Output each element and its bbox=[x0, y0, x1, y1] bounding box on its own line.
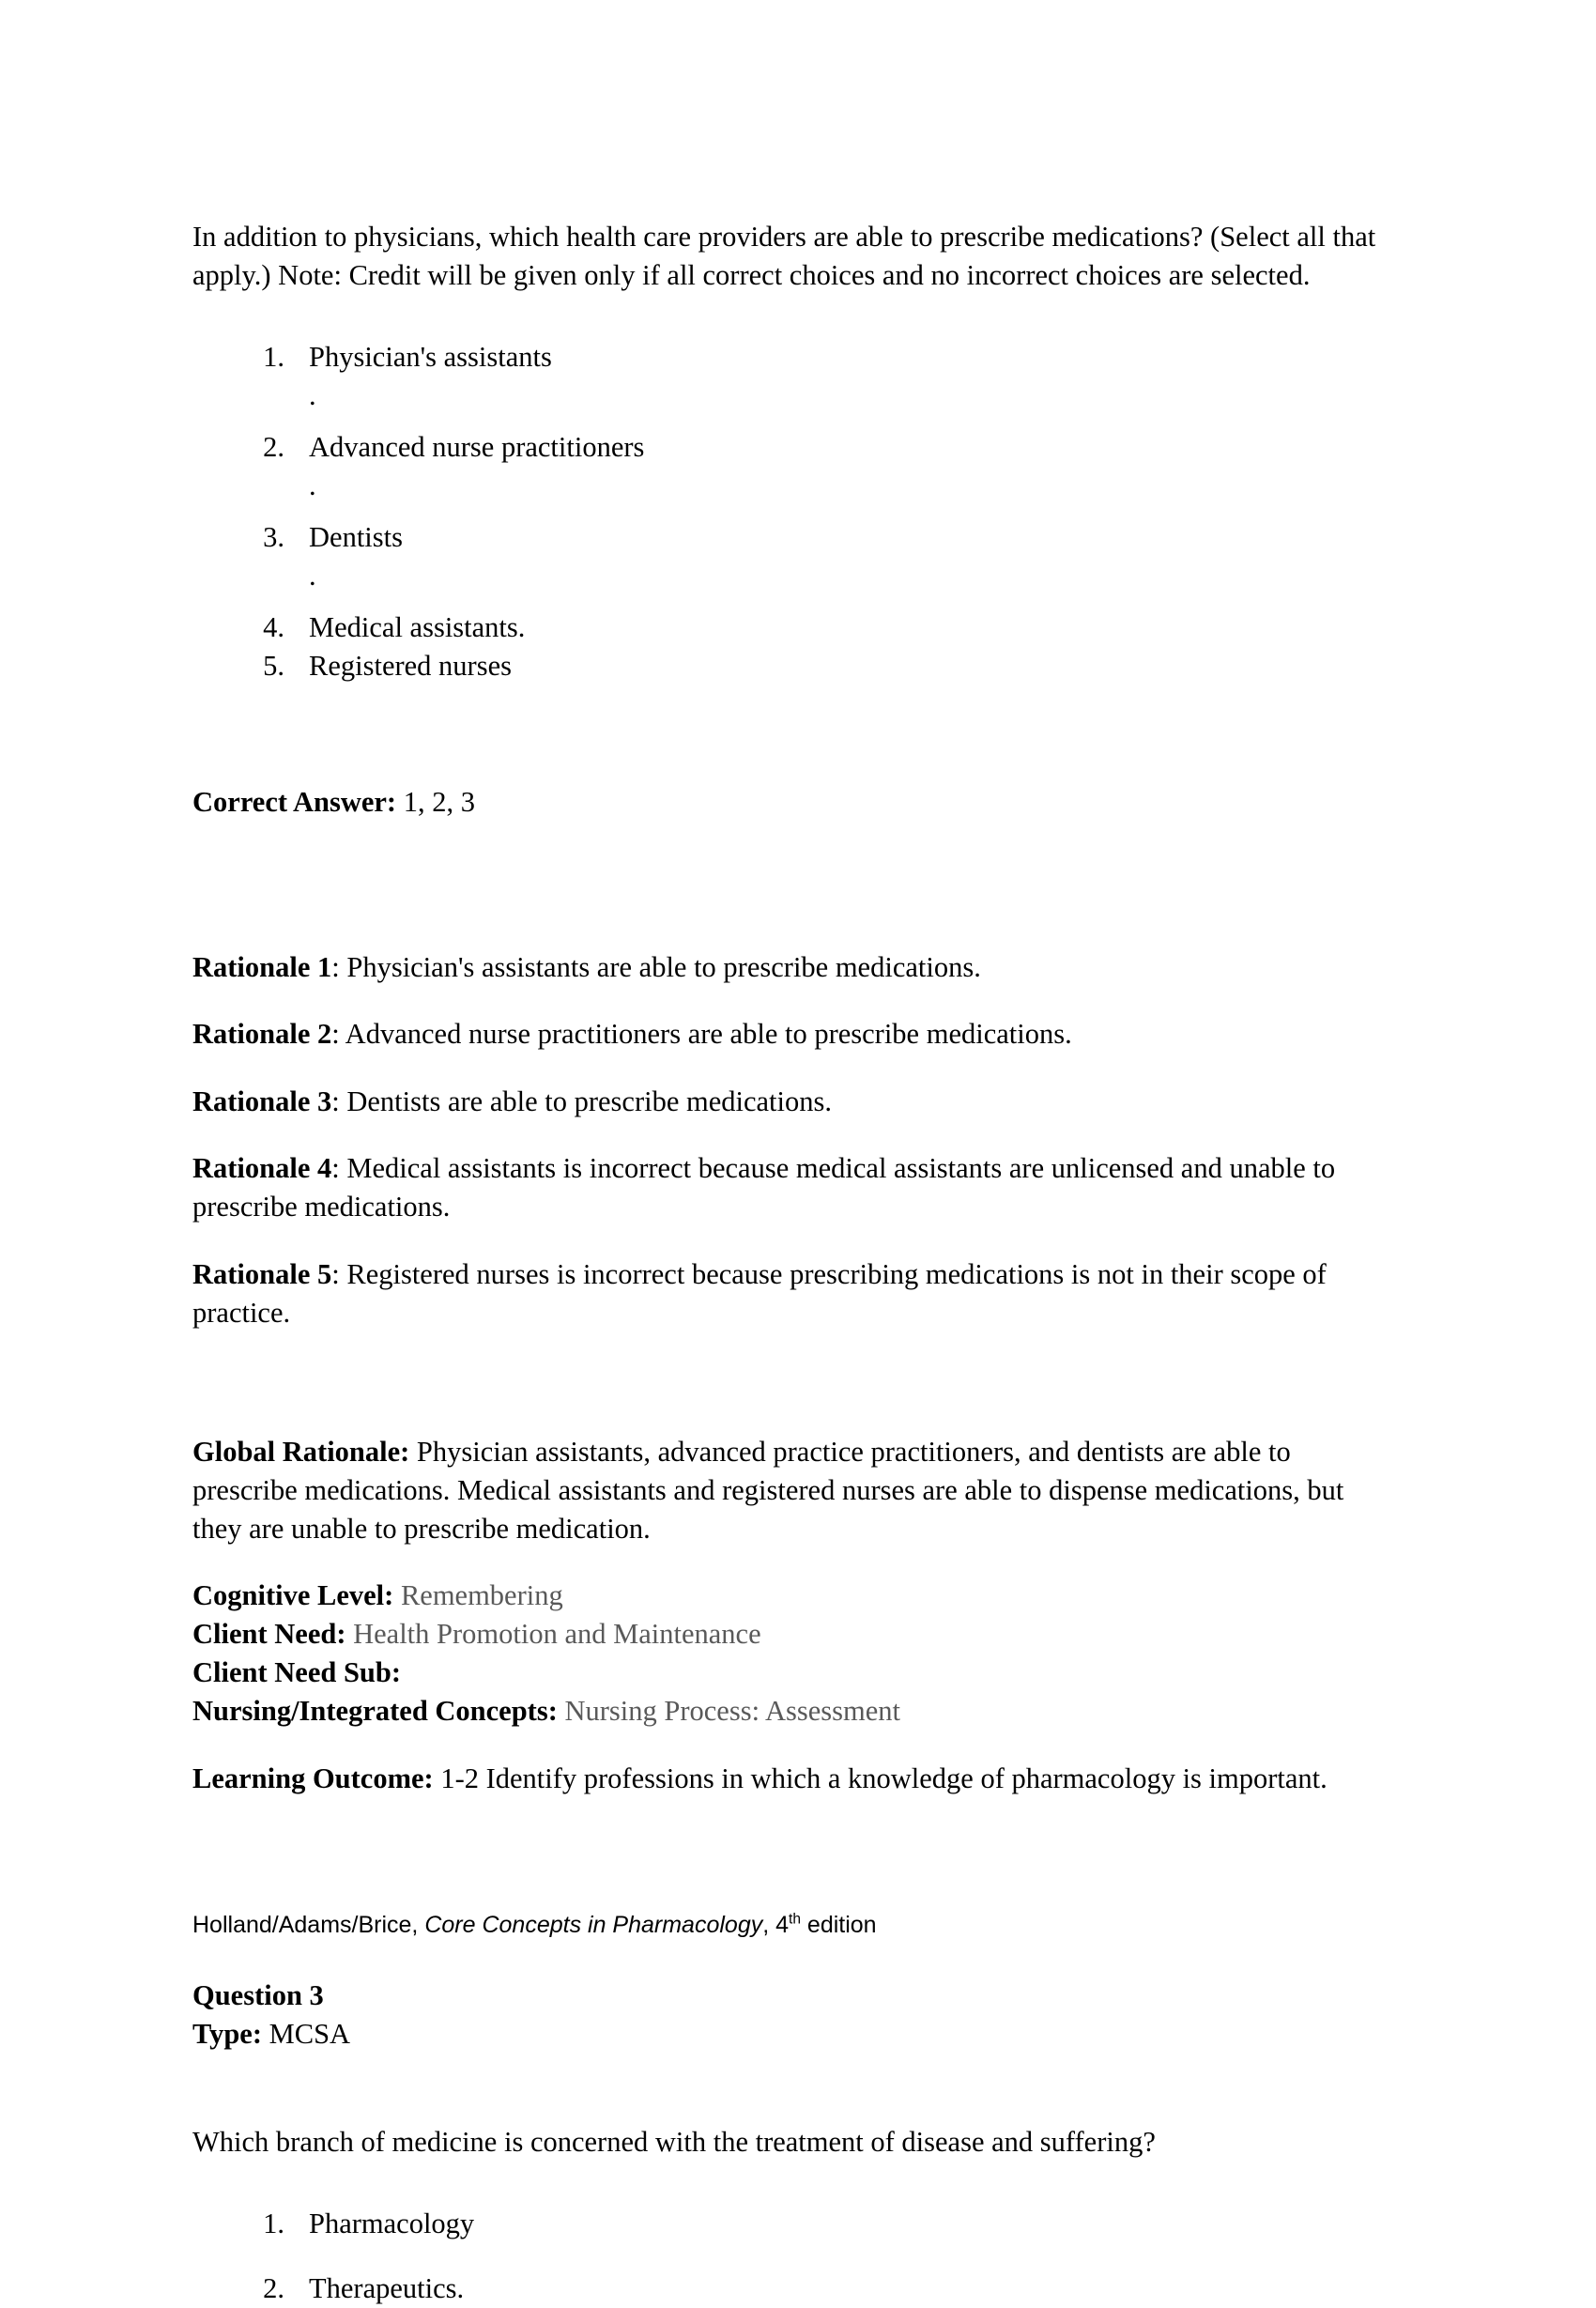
correct-answer-line bbox=[192, 783, 1399, 822]
list-item[interactable] bbox=[241, 338, 1399, 377]
rationale-item bbox=[192, 948, 1399, 987]
spacer bbox=[192, 1361, 1399, 1404]
question-type-value: MCSA bbox=[262, 2018, 351, 2050]
rationale-item bbox=[192, 1255, 1399, 1332]
footer-ordinal-suffix: th bbox=[789, 1911, 801, 1928]
rationale-label: Rationale 1 bbox=[192, 950, 332, 983]
option-label: Therapeutics. bbox=[309, 2272, 465, 2304]
spacer bbox=[192, 2243, 1399, 2256]
option-label: Dentists bbox=[309, 521, 403, 553]
metadata-row-client-need-sub bbox=[192, 1654, 1399, 1692]
metadata-label: Client Need: bbox=[192, 1618, 346, 1650]
metadata-value: Remembering bbox=[393, 1579, 563, 1611]
footer-edition-prefix: , 4 bbox=[762, 1912, 790, 1938]
option-label: Registered nurses bbox=[309, 650, 512, 682]
question3-heading: Question 3 bbox=[192, 1979, 324, 2011]
question-type-label: Type: bbox=[192, 2018, 262, 2050]
footer-book-title: Core Concepts in Pharmacology bbox=[424, 1912, 763, 1938]
rationale-block bbox=[192, 948, 1399, 1332]
metadata-value: 1-2 Identify professions in which a knowledge of pharmacology is important. bbox=[433, 1762, 1327, 1794]
footer-edition-word: edition bbox=[800, 1912, 877, 1938]
list-item[interactable] bbox=[241, 2270, 1399, 2308]
spacer bbox=[192, 2054, 1399, 2123]
page-content bbox=[192, 218, 1399, 2308]
rationale-text: : Advanced nurse practitioners are able to prescribe medications. bbox=[331, 1018, 1072, 1050]
option-number: 3. bbox=[263, 521, 284, 553]
rationale-item bbox=[192, 1149, 1399, 1226]
rationale-text: : Dentists are able to prescribe medications. bbox=[331, 1085, 832, 1117]
option-label: Medical assistants. bbox=[309, 611, 526, 643]
metadata-row-learning-outcome bbox=[192, 1760, 1399, 1798]
spacer bbox=[192, 295, 1399, 338]
rationale-item bbox=[192, 1083, 1399, 1121]
question2-stem: In addition to physicians, which health care providers are able to prescribe medications? (Select all that apply.) Note: Credit will be given only if all correct choices and no incorrect choices are selected. bbox=[192, 221, 1376, 291]
option-label: Physician's assistants bbox=[309, 341, 552, 373]
metadata-value: Nursing Process: Assessment bbox=[557, 1695, 901, 1727]
rationale-item bbox=[192, 1015, 1399, 1054]
list-item[interactable] bbox=[241, 647, 1399, 685]
question3-type-row bbox=[192, 2015, 1399, 2054]
option-number: 1. bbox=[263, 2208, 284, 2239]
question3-stem: Which branch of medicine is concerned with the treatment of disease and suffering? bbox=[192, 2126, 1156, 2158]
metadata-row-cognitive-level bbox=[192, 1577, 1399, 1615]
page-footer bbox=[192, 1910, 877, 1940]
spacer bbox=[192, 1826, 1399, 1977]
metadata-label: Nursing/Integrated Concepts: bbox=[192, 1695, 558, 1727]
list-item[interactable] bbox=[241, 2205, 1399, 2243]
option-label: Advanced nurse practitioners bbox=[309, 431, 645, 463]
metadata-row-client-need bbox=[192, 1615, 1399, 1654]
metadata-block bbox=[192, 1577, 1399, 1798]
metadata-value: Health Promotion and Maintenance bbox=[345, 1618, 761, 1650]
stray-period: . bbox=[309, 469, 316, 501]
global-rationale-text: Physician assistants, advanced practice practitioners, and dentists are able to prescribe medications. Medical assistants and registered nurses are able to dispense medications, but they are unable to prescribe medication. bbox=[192, 1435, 1344, 1545]
spacer bbox=[192, 822, 1399, 919]
option-label: Pharmacology bbox=[309, 2208, 475, 2239]
metadata-label: Client Need Sub: bbox=[192, 1656, 401, 1688]
metadata-row-nursing-concepts bbox=[192, 1692, 1399, 1731]
question2-options-list bbox=[192, 338, 1399, 685]
rationale-label: Rationale 5 bbox=[192, 1257, 332, 1290]
option-number: 2. bbox=[263, 2272, 284, 2304]
rationale-label: Rationale 2 bbox=[192, 1018, 332, 1050]
footer-authors: Holland/Adams/Brice, bbox=[192, 1912, 425, 1938]
rationale-label: Rationale 4 bbox=[192, 1152, 332, 1184]
metadata-label: Learning Outcome: bbox=[192, 1762, 434, 1794]
correct-answer-value: 1, 2, 3 bbox=[396, 786, 475, 818]
question3-options-list bbox=[192, 2205, 1399, 2308]
correct-answer-label: Correct Answer: bbox=[192, 786, 397, 818]
rationale-text: : Physician's assistants are able to prescribe medications. bbox=[331, 950, 981, 983]
list-item[interactable] bbox=[241, 428, 1399, 467]
list-item[interactable] bbox=[241, 518, 1399, 557]
stray-period: . bbox=[309, 560, 316, 592]
option-number: 1. bbox=[263, 341, 284, 373]
global-rationale-label: Global Rationale: bbox=[192, 1435, 410, 1468]
spacer bbox=[192, 685, 1399, 783]
rationale-text: : Registered nurses is incorrect because prescribing medications is not in their scope of practice. bbox=[192, 1257, 1327, 1329]
spacer bbox=[192, 2162, 1399, 2205]
stray-period: . bbox=[309, 379, 316, 411]
list-item[interactable] bbox=[241, 608, 1399, 647]
global-rationale bbox=[192, 1433, 1399, 1548]
spacer bbox=[192, 2256, 1399, 2270]
option-number: 4. bbox=[263, 611, 284, 643]
option-number: 5. bbox=[263, 650, 284, 682]
metadata-label: Cognitive Level: bbox=[192, 1579, 394, 1611]
option-number: 2. bbox=[263, 431, 284, 463]
rationale-text: : Medical assistants is incorrect because medical assistants are unlicensed and unable to prescribe medications. bbox=[192, 1152, 1336, 1223]
rationale-label: Rationale 3 bbox=[192, 1085, 332, 1117]
